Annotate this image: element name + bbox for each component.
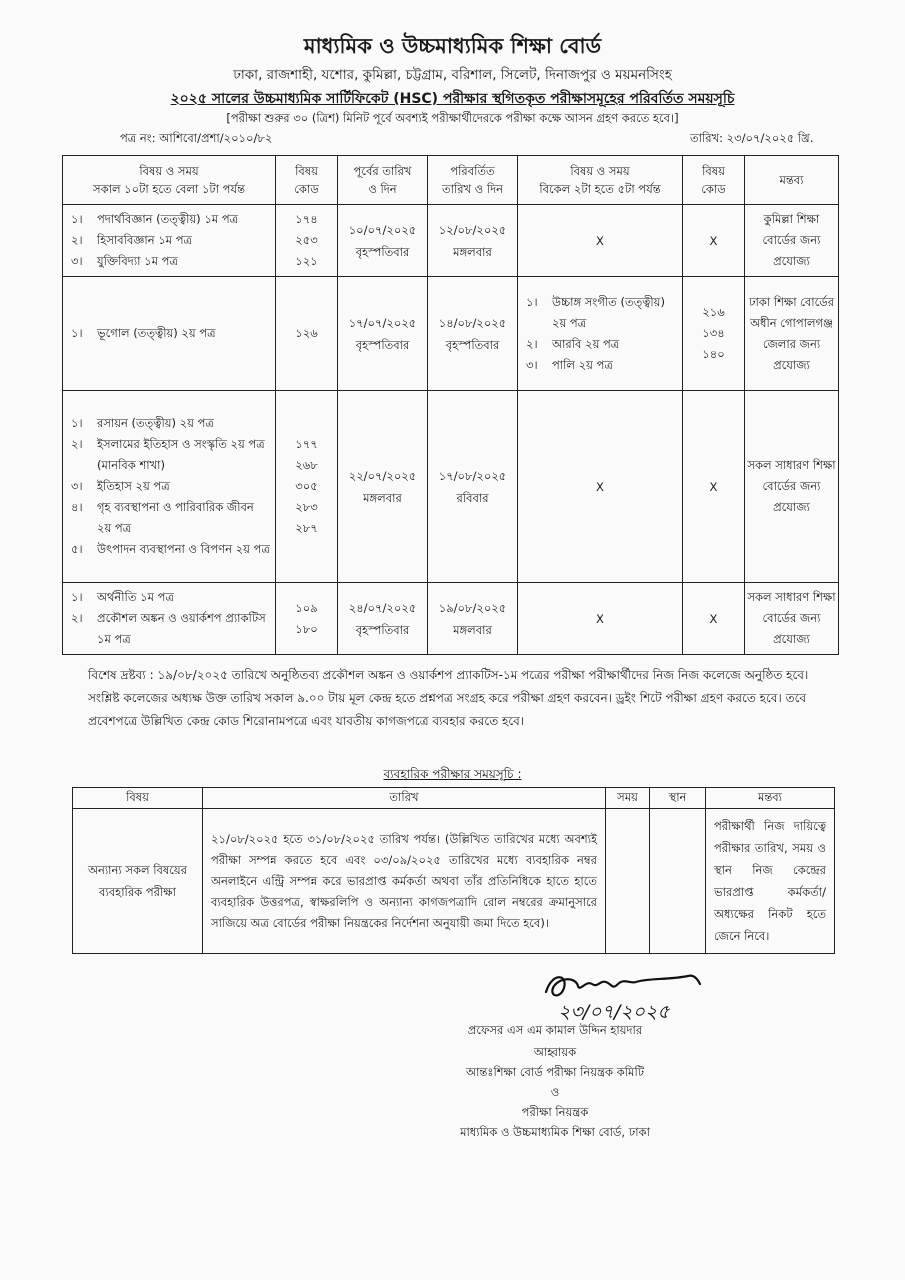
remark-cell: ঢাকা শিক্ষা বোর্ডের অধীন গোপালগঞ্জ জেলার জন্য প্রযোজ্য bbox=[745, 277, 839, 391]
item-subject: ভূগোল (তত্ত্বীয়) ২য় পত্র bbox=[97, 326, 216, 340]
memo-number: পত্র নং: আশিবো/প্রশা/২০১০/৮২ bbox=[120, 131, 273, 145]
practical-remark: পরীক্ষার্থী নিজ দায়িত্বে পরীক্ষার তারিখ, সময় ও স্থান নিজ কেন্দ্রের ভারপ্রাপ্ত কর্মকর্তা/অধ্যক্ষের নিকট হতে জেনে নিবে। bbox=[706, 809, 835, 954]
item-subject: ইতিহাস ২য় পত্র bbox=[97, 479, 170, 493]
previous-day: বৃহস্পতিবার bbox=[355, 244, 410, 259]
subject-code: ৩০৫ bbox=[295, 479, 318, 493]
morning-subject-list bbox=[63, 409, 275, 564]
item-number: ১। bbox=[71, 416, 83, 430]
morning-subjects-cell bbox=[63, 583, 276, 655]
subject-code: ১২১ bbox=[295, 254, 318, 268]
subject-code: ১৮০ bbox=[295, 621, 318, 636]
item-number: ৫। bbox=[71, 542, 83, 556]
subject-codes-cell bbox=[276, 277, 338, 391]
practical-date-text: ২১/০৮/২০২৫ হতে ৩১/০৮/২০২৫ তারিখ পর্যন্ত। (উল্লিখিত তারিখের মধ্যে অবশ্যই পরীক্ষা সম্পন্ন করতে হবে এবং ০৩/০৯/২০২৫ তারিখের মধ্যে ব্যবহারিক নম্বর অনলাইনে এন্ট্রি সম্পন্ন করে ভারপ্রাপ্ত কর্মকর্তা অথবা তাঁর প্রতিনিধিকে হাতে হাতে ব্যবহারিক উত্তরপত্র, স্বাক্ষরলিপি ও অন্যান্য কাগজপত্রাদি রোল নম্বরের ক্রমানুসারে সাজিয়ে অত্র বোর্ডের পরীক্ষা নিয়ন্ত্রকের নির্দেশনা অনুযায়ী জমা দিতে হবে)। bbox=[203, 809, 606, 954]
list-item bbox=[71, 230, 271, 251]
subject-code: ১৭৭ bbox=[295, 437, 318, 451]
practical-header-remark: মন্তব্য bbox=[706, 788, 835, 809]
new-day: মঙ্গলবার bbox=[453, 622, 492, 637]
signatory-name: প্রফেসর এস এম কামাল উদ্দিন হায়দার bbox=[467, 1023, 643, 1037]
new-date: ১৭/০৮/২০২৫ bbox=[438, 468, 507, 483]
table-row bbox=[63, 391, 839, 583]
previous-date-cell bbox=[338, 277, 428, 391]
document-subtitle: ২০২৫ সালের উচ্চমাধ্যমিক সার্টিফিকেট (HSC) পরীক্ষার স্থগিতকৃত পরীক্ষাসমূহের পরিবর্তিত সময়সূচি bbox=[170, 91, 735, 107]
practical-header-time: সময় bbox=[606, 788, 650, 809]
list-item bbox=[71, 476, 271, 497]
item-number: ৩। bbox=[71, 479, 83, 493]
signatory-and: ও bbox=[550, 1085, 560, 1099]
previous-day: মঙ্গলবার bbox=[363, 490, 402, 505]
practical-header-date: তারিখ bbox=[203, 788, 606, 809]
previous-date-cell bbox=[338, 391, 428, 583]
item-subject: অর্থনীতি ১ম পত্র bbox=[97, 590, 174, 604]
list-item bbox=[71, 251, 271, 272]
subject-code: ২৫৩ bbox=[295, 233, 318, 247]
previous-date-cell bbox=[338, 205, 428, 277]
morning-subject-list bbox=[63, 205, 275, 276]
subject-code: ২১৬ bbox=[702, 305, 725, 319]
morning-subjects-cell bbox=[63, 391, 276, 583]
list-item bbox=[71, 209, 271, 230]
signatory-role-convener: আহ্বায়ক bbox=[533, 1045, 577, 1059]
practical-row bbox=[73, 809, 835, 954]
new-day: মঙ্গলবার bbox=[453, 244, 492, 259]
table-row bbox=[63, 583, 839, 655]
list-item bbox=[71, 608, 271, 650]
item-subject: যুক্তিবিদ্যা ১ম পত্র bbox=[97, 254, 178, 268]
subject-code: ১৭৪ bbox=[295, 212, 318, 226]
remark-cell: সকল সাধারণ শিক্ষা বোর্ডের জন্য প্রযোজ্য bbox=[745, 583, 839, 655]
instruction-note: [পরীক্ষা শুরুর ৩০ (ত্রিশ) মিনিট পূর্বে অবশ্যই পরীক্ষার্থীদেরকে পরীক্ষা কক্ষে আসন গ্রহণ করতে হবে।] bbox=[226, 111, 679, 125]
afternoon-code-empty-mark: X bbox=[683, 391, 745, 583]
header-morning-subject: বিষয় ও সময় সকাল ১০টা হতে বেলা ১টা পর্যন্ত bbox=[63, 156, 276, 205]
afternoon-codes-cell bbox=[683, 277, 745, 391]
morning-subjects-cell bbox=[63, 205, 276, 277]
header-previous-date: পূর্বের তারিখ ও দিন bbox=[338, 156, 428, 205]
subject-code: ২৮৩ bbox=[295, 500, 318, 514]
subject-codes-cell bbox=[276, 583, 338, 655]
morning-subject-list bbox=[63, 319, 275, 348]
practical-header-row bbox=[73, 788, 835, 809]
header-remarks: মন্তব্য bbox=[745, 156, 839, 205]
new-date-cell bbox=[428, 205, 518, 277]
signatory-board: মাধ্যমিক ও উচ্চমাধ্যমিক শিক্ষা বোর্ড, ঢাকা bbox=[460, 1125, 650, 1139]
subject-code: ১৪০ bbox=[702, 347, 725, 361]
list-item bbox=[71, 323, 271, 344]
item-number: ২। bbox=[526, 336, 538, 351]
list-item bbox=[526, 355, 678, 376]
board-list: ঢাকা, রাজশাহী, যশোর, কুমিল্লা, চট্টগ্রাম, বরিশাল, সিলেট, দিনাজপুর ও ময়মনসিংহ bbox=[233, 67, 672, 83]
item-subject: রসায়ন (তত্ত্বীয়) ২য় পত্র bbox=[97, 416, 214, 430]
list-item bbox=[71, 587, 271, 608]
item-subject: প্রকৌশল অঙ্কন ও ওয়ার্কশপ প্র্যাকটিস ১ম পত্র bbox=[97, 611, 266, 646]
item-number: ২। bbox=[71, 611, 83, 625]
afternoon-subject-list bbox=[518, 288, 682, 380]
item-number: ১। bbox=[71, 212, 83, 226]
previous-date: ১০/০৭/২০২৫ bbox=[348, 222, 417, 237]
afternoon-code-empty-mark: X bbox=[683, 205, 745, 277]
practical-subject: অন্যান্য সকল বিষয়ের ব্যবহারিক পরীক্ষা bbox=[73, 809, 203, 954]
subject-code: ২৮৭ bbox=[295, 521, 318, 535]
morning-subject-list bbox=[63, 583, 275, 654]
remark-cell: কুমিল্লা শিক্ষা বোর্ডের জন্য প্রযোজ্য bbox=[745, 205, 839, 277]
signatory-role-controller: পরীক্ষা নিয়ন্ত্রক bbox=[521, 1105, 589, 1119]
subject-code: ১৩৪ bbox=[702, 326, 725, 340]
header-code-afternoon: বিষয় কোড bbox=[683, 156, 745, 205]
previous-date-cell bbox=[338, 583, 428, 655]
previous-date: ২৪/০৭/২০২৫ bbox=[348, 600, 417, 615]
previous-date: ২২/০৭/২০২৫ bbox=[348, 468, 417, 483]
new-date-cell bbox=[428, 391, 518, 583]
new-date-cell bbox=[428, 583, 518, 655]
list-item bbox=[71, 497, 271, 539]
item-number: ৩। bbox=[71, 254, 83, 268]
subject-codes-cell bbox=[276, 205, 338, 277]
list-item bbox=[71, 539, 271, 560]
afternoon-subjects-cell bbox=[518, 277, 683, 391]
new-date: ১২/০৮/২০২৫ bbox=[438, 222, 507, 237]
item-subject: উৎপাদন ব্যবস্থাপনা ও বিপণন ২য় পত্র bbox=[97, 542, 270, 556]
issue-date: তারিখ: ২৩/০৭/২০২৫ খ্রি. bbox=[690, 131, 814, 145]
new-date: ১৪/০৮/২০২৫ bbox=[438, 315, 507, 330]
afternoon-empty-mark: X bbox=[518, 391, 683, 583]
new-day: রবিবার bbox=[456, 490, 489, 505]
item-subject: গৃহ ব্যবস্থাপনা ও পারিবারিক জীবন ২য় পত্র bbox=[97, 500, 254, 535]
new-day: বৃহস্পতিবার bbox=[445, 337, 500, 352]
new-date: ১৯/০৮/২০২৫ bbox=[438, 600, 507, 615]
schedule-table bbox=[62, 155, 839, 655]
table-header-row bbox=[63, 156, 839, 205]
afternoon-empty-mark: X bbox=[518, 583, 683, 655]
item-subject: ইসলামের ইতিহাস ও সংস্কৃতি ২য় পত্র (মানবিক শাখা) bbox=[97, 437, 265, 472]
item-subject: হিসাববিজ্ঞান ১ম পত্র bbox=[97, 233, 192, 247]
list-item bbox=[71, 413, 271, 434]
item-subject: পালি ২য় পত্র bbox=[552, 357, 613, 372]
subject-code: ২৬৮ bbox=[295, 458, 318, 472]
subject-code: ১০৯ bbox=[295, 600, 318, 615]
practical-time bbox=[606, 809, 650, 954]
item-number: ১। bbox=[71, 590, 83, 604]
previous-day: বৃহস্পতিবার bbox=[355, 622, 410, 637]
afternoon-code-empty-mark: X bbox=[683, 583, 745, 655]
list-item bbox=[71, 434, 271, 476]
practical-header-place: স্থান bbox=[650, 788, 706, 809]
afternoon-empty-mark: X bbox=[518, 205, 683, 277]
item-subject: পদার্থবিজ্ঞান (তত্ত্বীয়) ১ম পত্র bbox=[97, 212, 239, 226]
practical-schedule-title: ব্যবহারিক পরীক্ষার সময়সূচি : bbox=[383, 767, 522, 781]
previous-day: বৃহস্পতিবার bbox=[355, 337, 410, 352]
practical-header-subject: বিষয় bbox=[73, 788, 203, 809]
remark-cell: সকল সাধারণ শিক্ষা বোর্ডের জন্য প্রযোজ্য bbox=[745, 391, 839, 583]
board-title: মাধ্যমিক ও উচ্চমাধ্যমিক শিক্ষা বোর্ড bbox=[303, 34, 602, 58]
item-number: ৩। bbox=[526, 357, 538, 372]
table-row bbox=[63, 277, 839, 391]
morning-subjects-cell bbox=[63, 277, 276, 391]
list-item bbox=[526, 334, 678, 355]
practical-table bbox=[72, 787, 835, 954]
item-number: ১। bbox=[71, 326, 83, 340]
header-new-date: পরিবর্তিত তারিখ ও দিন bbox=[428, 156, 518, 205]
subject-codes-cell bbox=[276, 391, 338, 583]
item-number: ২। bbox=[71, 437, 83, 451]
new-date-cell bbox=[428, 277, 518, 391]
header-afternoon-subject: বিষয় ও সময় বিকেল ২টা হতে ৫টা পর্যন্ত bbox=[518, 156, 683, 205]
item-number: ৪। bbox=[71, 500, 83, 514]
signature-date: ২৩/০৭/২০২৫ bbox=[558, 1001, 670, 1023]
item-number: ২। bbox=[71, 233, 83, 247]
subject-code: ১২৬ bbox=[295, 326, 318, 340]
item-subject: উচ্চাঙ্গ সংগীত (তত্ত্বীয়) ২য় পত্র bbox=[552, 294, 665, 330]
header-code: বিষয় কোড bbox=[276, 156, 338, 205]
signatory-committee: আন্তঃশিক্ষা বোর্ড পরীক্ষা নিয়ন্ত্রক কমিটি bbox=[465, 1065, 645, 1079]
special-note: বিশেষ দ্রষ্টব্য : ১৯/০৮/২০২৫ তারিখে অনুষ্ঠিতব্য প্রকৌশল অঙ্কন ও ওয়ার্কশপ প্র্যাকটিস-১ম পত্রের পরীক্ষা পরীক্ষার্থীদের নিজ নিজ কলেজে অনুষ্ঠিত হবে। সংশ্লিষ্ট কলেজের অধ্যক্ষ উক্ত তারিখ সকাল ৯.০০ টায় মূল কেন্দ্র হতে প্রশ্নপত্র সংগ্রহ করে পরীক্ষা গ্রহণ করবেন। ড্রইং শিটে পরীক্ষা গ্রহণ করতে হবে। তবে প্রবেশপত্রে উল্লিখিত কেন্দ্র কোড শিরোনামপত্রে এবং যাবতীয় কাগজপত্রে ব্যবহার করতে হবে। bbox=[88, 668, 809, 728]
list-item bbox=[526, 292, 678, 334]
item-subject: আরবি ২য় পত্র bbox=[552, 336, 620, 351]
item-number: ১। bbox=[526, 294, 538, 309]
previous-date: ১৭/০৭/২০২৫ bbox=[348, 315, 417, 330]
practical-place bbox=[650, 809, 706, 954]
handwritten-signature bbox=[538, 962, 718, 1024]
table-row bbox=[63, 205, 839, 277]
